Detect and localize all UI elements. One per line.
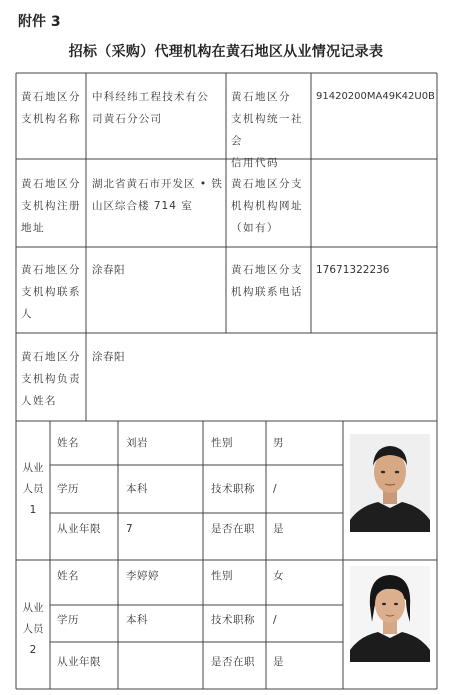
staff-2-education: 本科 (126, 614, 148, 626)
staff-2-name-label: 姓名 (57, 570, 79, 582)
staff-2-title-label: 技术职称 (211, 614, 255, 626)
staff-2-employed-label: 是否在职 (211, 656, 255, 668)
portrait-photo-female-icon (350, 566, 430, 662)
portrait-photo-male-icon (350, 434, 430, 532)
staff-1-group-label: 从业 人员 1 (22, 462, 44, 516)
staff-1-education: 本科 (126, 483, 148, 495)
branch-name-label: 黄石地区分 支机构名称 (21, 91, 81, 125)
branch-name-value: 中科经纬工程技术有公 司黄石分公司 (92, 91, 209, 125)
staff-2-title-value: / (273, 614, 278, 626)
staff-1-name: 刘岩 (126, 437, 148, 449)
staff-1-title-label: 技术职称 (211, 483, 255, 495)
credit-code-label: 黄石地区分 支机构统一社会 信用代码 (231, 91, 303, 169)
contact-label: 黄石地区分 支机构联系 人 (21, 264, 81, 320)
staff-1-years-label: 从业年限 (57, 523, 101, 535)
staff-2-gender-label: 性别 (211, 570, 233, 582)
attachment-label: 附件 3 (18, 14, 61, 30)
address-value: 湖北省黄石市开发区 • 铁 山区综合楼 714 室 (92, 178, 223, 212)
staff-1-gender-label: 性别 (211, 437, 233, 449)
staff-1-title-value: / (273, 483, 278, 495)
head-label: 黄石地区分 支机构负责 人姓名 (21, 351, 81, 407)
website-label: 黄石地区分支 机构机构网址 （如有） (231, 178, 303, 234)
head-value: 涂春阳 (92, 351, 125, 363)
document-title: 招标（采购）代理机构在黄石地区从业情况记录表 (68, 44, 384, 60)
staff-2-education-label: 学历 (57, 614, 79, 626)
credit-code-value: 91420200MA49K42U0B (316, 91, 435, 102)
staff-1-gender: 男 (273, 437, 284, 449)
staff-2-gender: 女 (273, 570, 284, 582)
staff-1-name-label: 姓名 (57, 437, 79, 449)
staff-1-employed-label: 是否在职 (211, 523, 255, 535)
staff-1-years: 7 (126, 523, 134, 535)
staff-1-employed: 是 (273, 523, 284, 535)
staff-2-employed: 是 (273, 656, 284, 668)
staff-2-group-label: 从业 人员 2 (22, 602, 44, 656)
contact-value: 涂春阳 (92, 264, 125, 276)
address-label: 黄石地区分 支机构注册 地址 (21, 178, 81, 234)
phone-label: 黄石地区分支 机构联系电话 (231, 264, 303, 298)
staff-2-name: 李婷婷 (126, 570, 159, 582)
staff-2-years-label: 从业年限 (57, 656, 101, 668)
phone-value: 17671322236 (316, 264, 390, 276)
staff-1-education-label: 学历 (57, 483, 79, 495)
